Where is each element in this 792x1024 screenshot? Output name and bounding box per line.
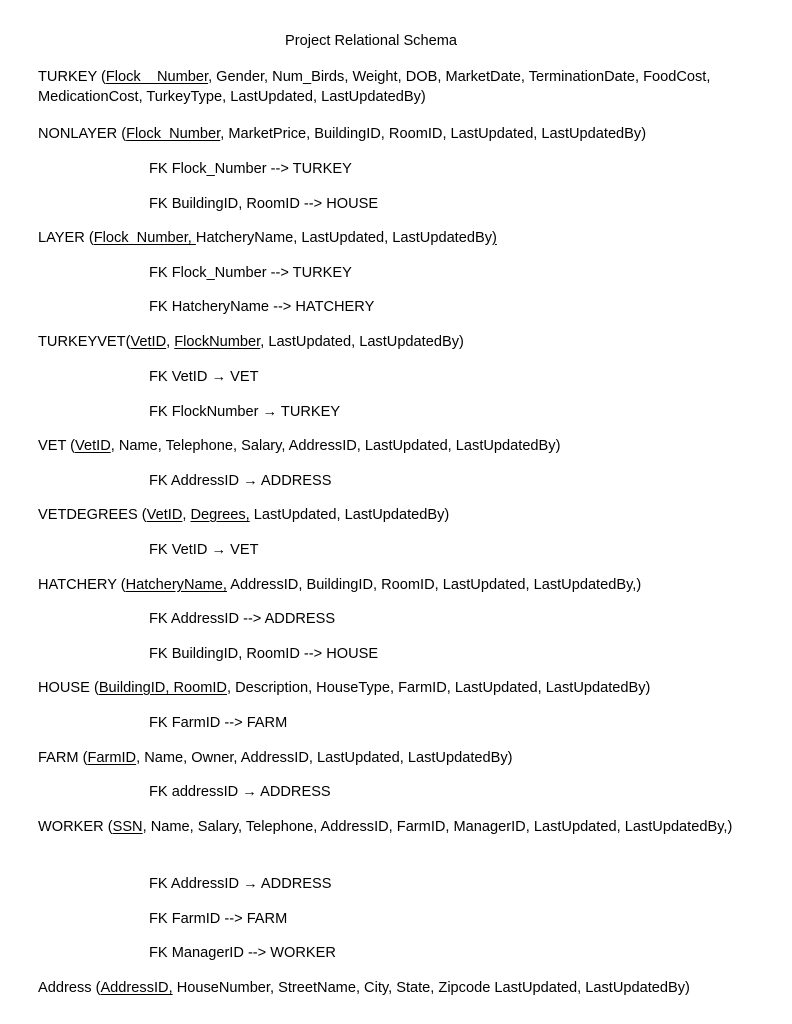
primary-key: VetID [146, 507, 183, 523]
primary-key: Flock_Number [126, 126, 221, 142]
primary-key: Flock__Number [105, 69, 209, 85]
relation-farm [38, 748, 738, 768]
foreign-key: FK VetID → VET [149, 369, 259, 385]
primary-key: Degrees, [190, 507, 250, 523]
relation-name: TURKEYVET( [38, 334, 131, 350]
closing-paren: ) [492, 230, 497, 246]
relation-name: WORKER ( [38, 819, 113, 835]
relation-house [38, 678, 738, 698]
foreign-key: FK HatcheryName --> HATCHERY [149, 299, 375, 315]
foreign-key: FK AddressID → ADDRESS [149, 473, 332, 489]
relation-name: LAYER ( [38, 230, 94, 246]
relation-address [38, 978, 778, 998]
relation-hatchery [38, 575, 738, 595]
relation-nonlayer [38, 124, 738, 144]
primary-key: FarmID [87, 750, 137, 766]
relation-name: VET ( [38, 438, 76, 454]
relation-turkeyvet [38, 332, 738, 352]
foreign-key: FK FarmID --> FARM [149, 911, 288, 927]
foreign-key: FK ManagerID --> WORKER [149, 945, 336, 961]
attribute-list: , Description, HouseType, FarmID, LastUpdated, LastUpdatedBy) [226, 680, 651, 696]
attribute-list: AddressID, BuildingID, RoomID, LastUpdated, LastUpdatedBy,) [226, 577, 642, 593]
primary-key: VetID [130, 334, 167, 350]
foreign-key: FK addressID → ADDRESS [149, 784, 331, 800]
attribute-list: , Gender, Num_Birds, Weight, DOB, MarketDate, TerminationDate, FoodCost, MedicationCost, TurkeyType, LastUpdated, LastUpdatedBy) [38, 69, 711, 105]
relation-vet [38, 436, 738, 456]
primary-key: BuildingID, RoomID [98, 680, 227, 696]
primary-key: SSN [112, 819, 143, 835]
relation-name: HOUSE ( [38, 680, 99, 696]
attribute-list: , Name, Salary, Telephone, AddressID, FarmID, ManagerID, LastUpdated, LastUpdatedBy,) [142, 819, 733, 835]
attribute-list: HouseNumber, StreetName, City, State, Zipcode LastUpdated, LastUpdatedBy) [172, 980, 690, 996]
foreign-key: FK BuildingID, RoomID --> HOUSE [149, 196, 379, 212]
attribute-list: , Name, Owner, AddressID, LastUpdated, LastUpdatedBy) [136, 750, 513, 766]
attribute-list: LastUpdated, LastUpdatedBy) [249, 507, 450, 523]
primary-key: AddressID, [100, 980, 173, 996]
foreign-key: FK AddressID → ADDRESS [149, 876, 332, 892]
relation-name: VETDEGREES ( [38, 507, 147, 523]
primary-key: VetID [75, 438, 111, 454]
relation-name: FARM ( [38, 750, 88, 766]
relation-vetdegrees [38, 505, 738, 525]
primary-key: FlockNumber [174, 334, 261, 350]
attribute-list: , Name, Telephone, Salary, AddressID, LastUpdated, LastUpdatedBy) [110, 438, 561, 454]
foreign-key: FK AddressID --> ADDRESS [149, 611, 336, 627]
foreign-key: FK FarmID --> FARM [149, 715, 288, 731]
relation-layer [38, 228, 738, 248]
foreign-key: FK FlockNumber → TURKEY [149, 404, 341, 420]
attribute-list: , LastUpdated, LastUpdatedBy) [260, 334, 464, 350]
primary-key: HatcheryName, [125, 577, 227, 593]
foreign-key: FK BuildingID, RoomID --> HOUSE [149, 646, 379, 662]
relation-name: HATCHERY ( [38, 577, 126, 593]
page-title: Project Relational Schema [285, 33, 457, 49]
relation-name: TURKEY ( [38, 69, 106, 85]
separator: , [166, 334, 175, 350]
attribute-list: HatcheryName, LastUpdated, LastUpdatedBy [195, 230, 492, 246]
relation-turkey [38, 67, 738, 107]
attribute-list: , MarketPrice, BuildingID, RoomID, LastUpdated, LastUpdatedBy) [220, 126, 647, 142]
relation-name: Address ( [38, 980, 101, 996]
relation-worker [38, 817, 738, 837]
foreign-key: FK Flock_Number --> TURKEY [149, 265, 352, 281]
primary-key: Flock_Number, [93, 230, 196, 246]
foreign-key: FK Flock_Number --> TURKEY [149, 161, 352, 177]
separator: , [182, 507, 191, 523]
relation-name: NONLAYER ( [38, 126, 127, 142]
foreign-key: FK VetID → VET [149, 542, 259, 558]
